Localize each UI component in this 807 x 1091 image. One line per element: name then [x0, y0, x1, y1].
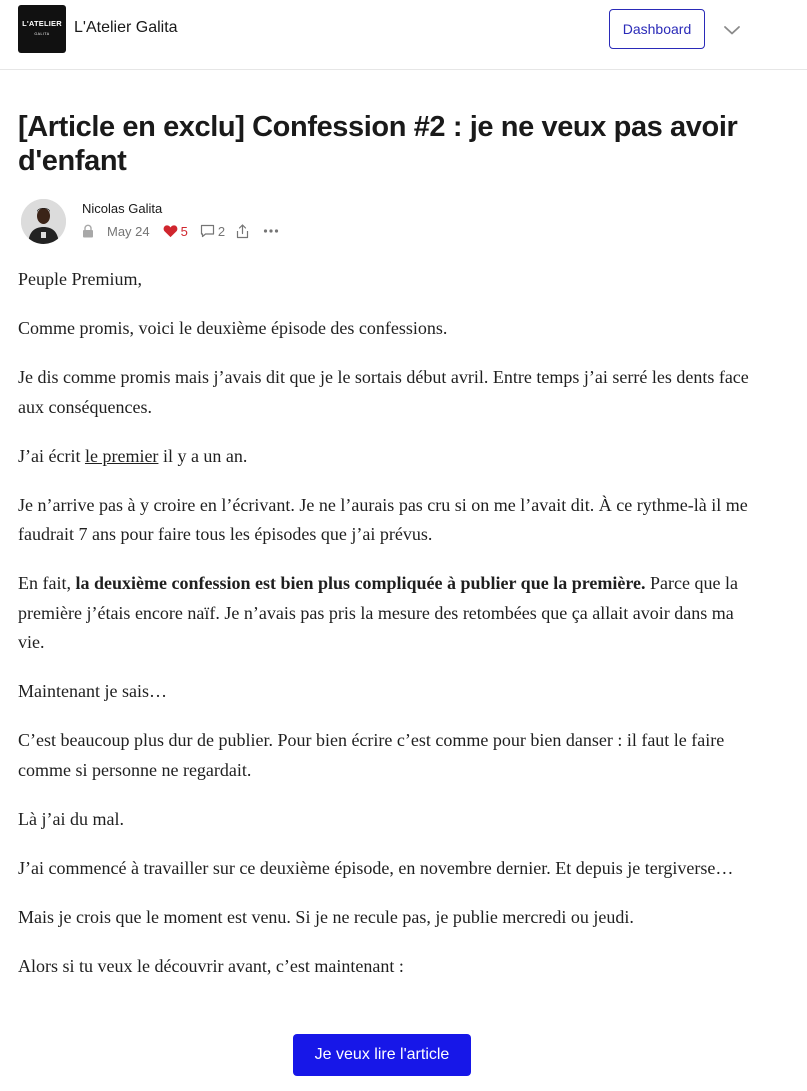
- paragraph-8: C’est beaucoup plus dur de publier. Pour bien écrire c’est comme pour bien danser : il faut le faire comme si personne ne regardait.: [18, 730, 725, 780]
- paragraph-12: Alors si tu veux le découvrir avant, c’est maintenant :: [18, 955, 404, 976]
- paragraph-6-bold: la deuxième confession est bien plus compliquée à publier que la première.: [75, 573, 646, 593]
- first-confession-link[interactable]: le premier: [84, 445, 159, 466]
- like-count[interactable]: 5: [180, 223, 188, 239]
- post-title: [Article en exclu] Confession #2 : je ne veux pas avoir d'enfant: [18, 111, 738, 177]
- publication-logo[interactable]: [18, 5, 66, 53]
- paragraph-5: Je n’arrive pas à y croire en l’écrivant. Je ne l’aurais pas cru si on me l’avait dit. À ce rythme-là il me faudrait 7 ans pour faire tous les épisodes que j’ai prévus.: [18, 494, 748, 544]
- paragraph-10: J’ai commencé à travailler sur ce deuxième épisode, en novembre dernier. Et depuis je tergiverse…: [18, 857, 734, 878]
- paragraph-6-text-before: En fait,: [18, 573, 76, 593]
- share-icon[interactable]: [236, 224, 249, 239]
- post-meta: [82, 222, 279, 240]
- avatar-image: [21, 199, 66, 244]
- logo-line-1: L'ATELIER: [22, 19, 62, 28]
- post-body: [18, 265, 758, 1001]
- paragraph-6: [18, 569, 758, 658]
- author-name[interactable]: Nicolas Galita: [82, 201, 163, 216]
- top-bar: [0, 0, 807, 70]
- paragraph-7: Maintenant je sais…: [18, 681, 167, 701]
- logo-line-2: GALITA: [34, 32, 50, 36]
- paragraph-9: Là j’ai du mal.: [18, 808, 124, 829]
- author-avatar[interactable]: [21, 199, 66, 244]
- publication-name[interactable]: L'Atelier Galita: [74, 19, 178, 36]
- comment-icon[interactable]: [200, 224, 215, 238]
- paragraph-1: Peuple Premium,: [18, 269, 142, 289]
- paragraph-4: [18, 442, 758, 472]
- chevron-down-icon[interactable]: [722, 20, 742, 40]
- post-date: May 24: [107, 223, 150, 239]
- heart-icon[interactable]: [163, 224, 178, 238]
- paragraph-11: Mais je crois que le moment est venu. Si je ne recule pas, je publie mercredi ou jeudi.: [18, 906, 634, 927]
- paragraph-4-text-before: J’ai écrit: [18, 445, 85, 466]
- lock-icon: [82, 224, 94, 238]
- paragraph-4-text-after: il y a un an.: [158, 445, 248, 466]
- read-article-button[interactable]: Je veux lire l'article: [293, 1034, 471, 1076]
- paragraph-2: Comme promis, voici le deuxième épisode des confessions.: [18, 318, 448, 338]
- paragraph-6-text-after: Parce que la première j’étais encore naïf. Je n’avais pas pris la mesure des retombées que ça allait avoir dans ma vie.: [18, 573, 738, 652]
- paragraph-3: Je dis comme promis mais j’avais dit que je le sortais début avril. Entre temps j’ai serré les dents face aux conséquences.: [18, 367, 749, 417]
- dashboard-button[interactable]: Dashboard: [609, 9, 705, 49]
- comment-count[interactable]: 2: [217, 223, 226, 239]
- more-icon[interactable]: [263, 228, 279, 234]
